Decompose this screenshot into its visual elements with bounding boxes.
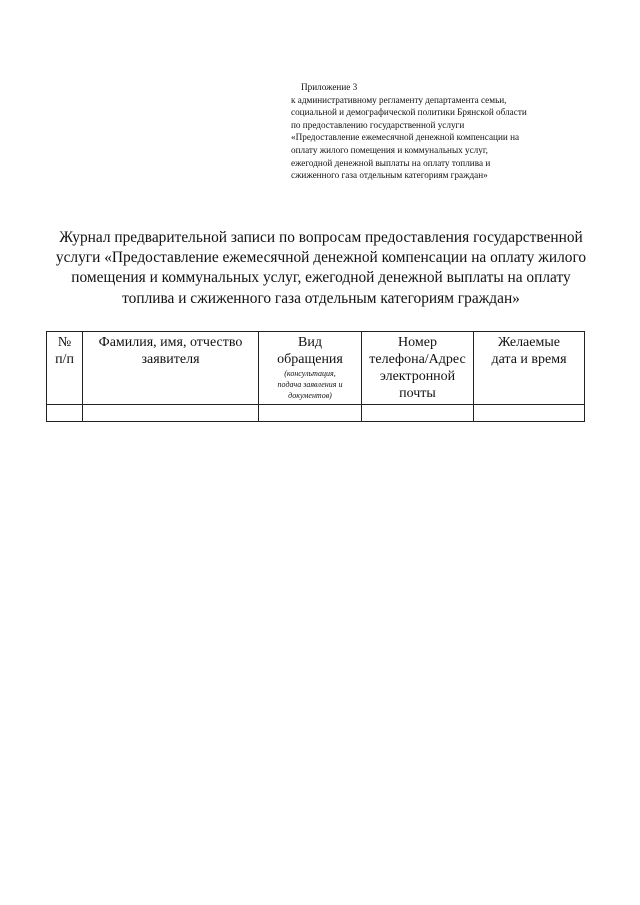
header-line: заявителя	[141, 352, 200, 367]
journal-table	[46, 331, 585, 422]
document-title	[40, 228, 602, 309]
header-line: почты	[399, 386, 436, 401]
header-note: подача заявления и	[277, 380, 343, 389]
header-line: дата и время	[491, 352, 567, 367]
appendix-line: сжиженного газа отдельным категориям граждан»	[291, 170, 488, 181]
header-line: №	[57, 335, 72, 350]
appendix-block	[291, 81, 591, 182]
appendix-line: оплату жилого помещения и коммунальных услуг,	[291, 144, 488, 155]
table-cell	[474, 405, 585, 422]
column-header-request-type	[259, 332, 362, 405]
table-cell	[47, 405, 83, 422]
table-row	[47, 405, 585, 422]
table-cell	[259, 405, 362, 422]
title-line: топлива и сжиженного газа отдельным категориям граждан»	[122, 289, 520, 307]
table-cell	[362, 405, 474, 422]
title-line: услуги «Предоставление ежемесячной денежной компенсации на оплату жилого	[55, 249, 587, 267]
table-header-row	[47, 332, 585, 405]
appendix-line: по предоставлению государственной услуги	[291, 119, 465, 130]
appendix-line: Приложение 3	[301, 82, 358, 92]
appendix-line: к административному регламенту департамента семьи,	[291, 94, 507, 105]
header-line: Фамилия, имя, отчество	[98, 335, 243, 350]
header-line: п/п	[55, 352, 74, 367]
title-line: помещения и коммунальных услуг, ежегодной денежной выплаты на оплату	[71, 269, 571, 287]
header-note: (консультация,	[284, 369, 336, 378]
appendix-line: социальной и демографической политики Брянской области	[291, 107, 527, 118]
column-header-number	[47, 332, 83, 405]
appendix-line: ежегодной денежной выплаты на оплату топлива и	[291, 157, 491, 168]
header-line: телефона/Адрес	[369, 352, 466, 367]
column-header-phone-email	[362, 332, 474, 405]
column-header-desired-datetime	[474, 332, 585, 405]
column-header-full-name	[83, 332, 259, 405]
header-note: документов)	[288, 391, 332, 400]
header-line: обращения	[277, 352, 343, 367]
table-cell	[83, 405, 259, 422]
header-line: электронной	[379, 369, 456, 384]
header-line: Номер	[398, 335, 437, 350]
header-line: Желаемые	[498, 335, 560, 350]
header-line: Вид	[298, 335, 322, 350]
appendix-line: «Предоставление ежемесячной денежной компенсации на	[291, 132, 520, 143]
title-line: Журнал предварительной записи по вопросам предоставления государственной	[59, 229, 583, 246]
